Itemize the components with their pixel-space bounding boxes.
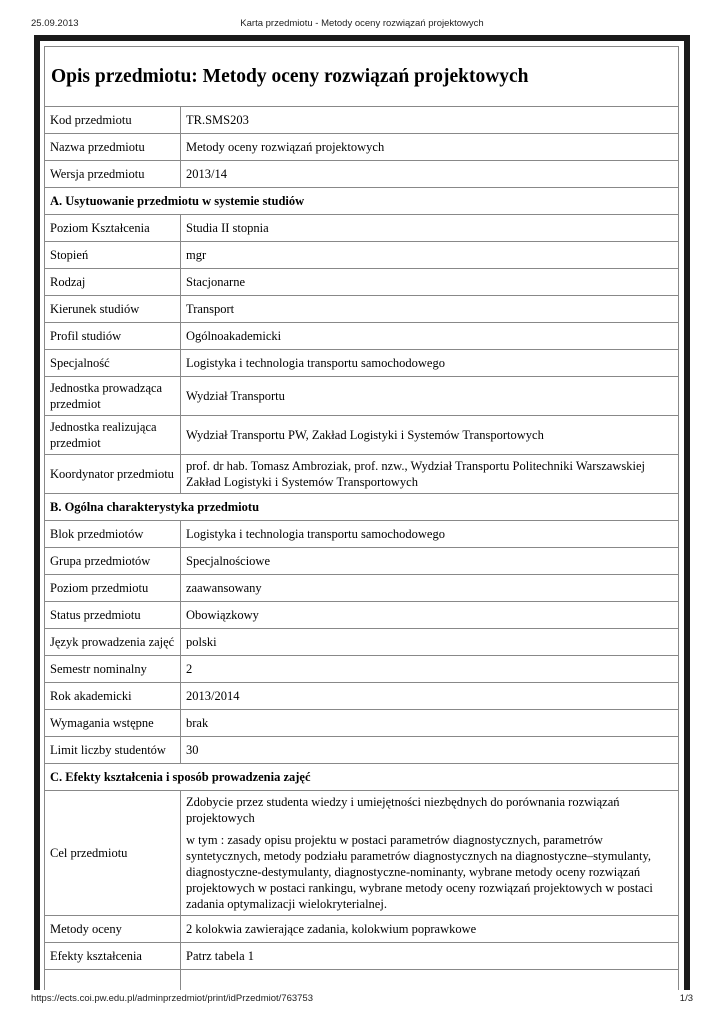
- table-row: [45, 242, 679, 269]
- field-value: Obowiązkowy: [181, 602, 679, 629]
- field-value: Wydział Transportu PW, Zakład Logistyki i Systemów Transportowych: [181, 416, 679, 455]
- table-row: [45, 970, 679, 991]
- table-row: [45, 377, 679, 416]
- field-value: Transport: [181, 296, 679, 323]
- field-label: Jednostka realizująca przedmiot: [45, 416, 181, 455]
- field-value: Logistyka i technologia transportu samochodowego: [181, 350, 679, 377]
- table-row: [45, 575, 679, 602]
- table-row: [45, 629, 679, 656]
- table-row: [45, 548, 679, 575]
- document-title: Opis przedmiotu: Metody oceny rozwiązań projektowych: [44, 46, 679, 106]
- field-label: Kierunek studiów: [45, 296, 181, 323]
- field-value: TR.SMS203: [181, 107, 679, 134]
- field-label: Jednostka prowadząca przedmiot: [45, 377, 181, 416]
- field-value: zaawansowany: [181, 575, 679, 602]
- table-row: [45, 350, 679, 377]
- table-row: [45, 296, 679, 323]
- field-value: 2: [181, 656, 679, 683]
- field-value: [181, 791, 679, 916]
- field-label: Stopień: [45, 242, 181, 269]
- print-date: 25.09.2013: [31, 18, 79, 29]
- section-title: B. Ogólna charakterystyka przedmiotu: [45, 494, 679, 521]
- field-label: Limit liczby studentów: [45, 737, 181, 764]
- field-label: Grupa przedmiotów: [45, 548, 181, 575]
- field-value: mgr: [181, 242, 679, 269]
- section-title: C. Efekty kształcenia i sposób prowadzenia zajęć: [45, 764, 679, 791]
- field-value: Specjalnościowe: [181, 548, 679, 575]
- print-footer: [0, 990, 724, 1010]
- field-label: Status przedmiotu: [45, 602, 181, 629]
- field-label: Wymagania wstępne: [45, 710, 181, 737]
- field-label: Rodzaj: [45, 269, 181, 296]
- table-row: [45, 521, 679, 548]
- field-value: 2013/14: [181, 161, 679, 188]
- field-value: Ogólnoakademicki: [181, 323, 679, 350]
- field-value: Studia II stopnia: [181, 215, 679, 242]
- course-table: [44, 106, 679, 990]
- document-body: [44, 46, 679, 990]
- field-label: Cel przedmiotu: [45, 791, 181, 916]
- table-row: [45, 455, 679, 494]
- field-label: Efekty kształcenia: [45, 943, 181, 970]
- table-row: [45, 215, 679, 242]
- table-row: [45, 416, 679, 455]
- field-value: 2 kolokwia zawierające zadania, kolokwium poprawkowe: [181, 916, 679, 943]
- field-label: Nazwa przedmiotu: [45, 134, 181, 161]
- table-row: [45, 710, 679, 737]
- table-row: [45, 791, 679, 916]
- print-title: Karta przedmiotu - Metody oceny rozwiązań projektowych: [240, 18, 484, 29]
- field-label: Język prowadzenia zajęć: [45, 629, 181, 656]
- section-header-c: [45, 764, 679, 791]
- table-row: [45, 323, 679, 350]
- field-label: Koordynator przedmiotu: [45, 455, 181, 494]
- field-label: Wersja przedmiotu: [45, 161, 181, 188]
- section-title: A. Usytuowanie przedmiotu w systemie studiów: [45, 188, 679, 215]
- section-header-a: [45, 188, 679, 215]
- table-row: [45, 943, 679, 970]
- field-label: Kod przedmiotu: [45, 107, 181, 134]
- field-label: [45, 970, 181, 991]
- field-value: brak: [181, 710, 679, 737]
- field-value: Stacjonarne: [181, 269, 679, 296]
- table-row: [45, 656, 679, 683]
- field-value: prof. dr hab. Tomasz Ambroziak, prof. nzw., Wydział Transportu Politechniki Warszawskiej Zakład Logistyki i Systemów Transportowych: [181, 455, 679, 494]
- field-value: 30: [181, 737, 679, 764]
- print-url: https://ects.coi.pw.edu.pl/adminprzedmiot/print/idPrzedmiot/763753: [31, 993, 313, 1004]
- table-row: [45, 269, 679, 296]
- field-label: Semestr nominalny: [45, 656, 181, 683]
- field-value: [181, 970, 679, 991]
- field-label: Metody oceny: [45, 916, 181, 943]
- field-value: Patrz tabela 1: [181, 943, 679, 970]
- table-row: [45, 683, 679, 710]
- field-label: Rok akademicki: [45, 683, 181, 710]
- document-frame: [34, 35, 690, 990]
- field-value: Metody oceny rozwiązań projektowych: [181, 134, 679, 161]
- table-row: [45, 602, 679, 629]
- field-value: Logistyka i technologia transportu samochodowego: [181, 521, 679, 548]
- cel-paragraph-2: w tym : zasady opisu projektu w postaci parametrów diagnostycznych, parametrów syntetycznych, metody podziału parametrów diagnostycznych na diagnostyczne–stymulanty, diagnostyczne-destymulanty, diagnostyczne-nominanty, wybrane metody oceny rozwiązań projektowych w postaci rankingu, wybrane metody oceny rozwiązań projektowych w postaci zadania optymalizacji wielokryterialnej.: [186, 833, 653, 911]
- field-label: Poziom przedmiotu: [45, 575, 181, 602]
- field-label: Poziom Kształcenia: [45, 215, 181, 242]
- field-label: Specjalność: [45, 350, 181, 377]
- table-row: [45, 134, 679, 161]
- table-row: [45, 737, 679, 764]
- print-header: [0, 0, 724, 30]
- field-value: Wydział Transportu: [181, 377, 679, 416]
- field-label: Blok przedmiotów: [45, 521, 181, 548]
- field-label: Profil studiów: [45, 323, 181, 350]
- cel-paragraph-1: Zdobycie przez studenta wiedzy i umiejętności niezbędnych do porównania rozwiązań projektowych: [186, 795, 620, 825]
- table-row: [45, 107, 679, 134]
- page-number: 1/3: [679, 993, 693, 1004]
- table-row: [45, 916, 679, 943]
- section-header-b: [45, 494, 679, 521]
- table-row: [45, 161, 679, 188]
- field-value: 2013/2014: [181, 683, 679, 710]
- field-value: polski: [181, 629, 679, 656]
